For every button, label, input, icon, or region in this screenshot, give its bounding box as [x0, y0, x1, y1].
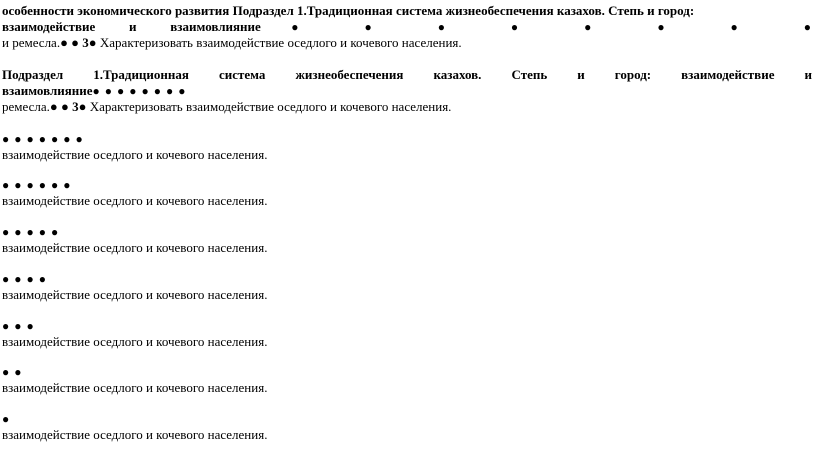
bullet-dots: ● ● ● ● ● ● ● ●	[92, 84, 187, 98]
step-item	[2, 411, 812, 443]
subsection-heading: Подраздел 1.Традиционная система жизнеобеспечения казахов. Степь и город: взаимодействие и	[2, 67, 812, 82]
bullet-dots: ● ● ● ●	[2, 272, 47, 286]
body-text-continued: Характеризовать взаимодействие оседлого и кочевого населения.	[86, 99, 452, 114]
step-item	[2, 131, 812, 163]
body-text: ремесла.	[2, 99, 50, 114]
header-block	[2, 3, 812, 51]
step-text: взаимодействие оседлого и кочевого населения.	[2, 193, 268, 208]
bullet-marks: ● ● 3●	[49, 99, 87, 114]
bullet-dots: ●	[2, 412, 11, 426]
header-line-2	[2, 19, 812, 35]
step-text: взаимодействие оседлого и кочевого населения.	[2, 147, 268, 162]
header-line-3	[2, 35, 812, 51]
subsection-block	[2, 67, 812, 115]
heading-text-line2: взаимодействие и взаимовлияние	[2, 19, 261, 34]
step-text: взаимодействие оседлого и кочевого населения.	[2, 334, 268, 349]
header-line-1	[2, 3, 812, 19]
heading-text-continued: Подраздел 1.Традиционная система жизнеобеспечения казахов. Степь и город:	[229, 3, 695, 18]
step-text: взаимодействие оседлого и кочевого населения.	[2, 240, 268, 255]
step-text: взаимодействие оседлого и кочевого населения.	[2, 380, 268, 395]
step-item	[2, 224, 812, 256]
body-text-continued: Характеризовать взаимодействие оседлого и кочевого населения.	[96, 35, 462, 50]
step-item	[2, 177, 812, 209]
bullet-dots: ● ●	[2, 365, 23, 379]
subsection-line-3	[2, 99, 812, 115]
bullet-dots: ● ● ● ● ● ●	[2, 178, 72, 192]
subsection-line-2	[2, 83, 812, 99]
body-text: и ремесла.	[2, 35, 61, 50]
subsection-heading-line2: взаимовлияние	[2, 83, 93, 98]
heading-text: особенности экономического развития	[2, 3, 230, 18]
bullet-dots: ● ● ●	[2, 319, 35, 333]
step-item	[2, 271, 812, 303]
subsection-line-1	[2, 67, 812, 83]
bullet-dots: ● ● ● ● ● ● ● ●	[260, 20, 813, 34]
step-item	[2, 318, 812, 350]
bullet-dots: ● ● ● ● ●	[2, 225, 60, 239]
step-text: взаимодействие оседлого и кочевого населения.	[2, 427, 268, 442]
step-item	[2, 364, 812, 396]
bullet-marks: ● ● 3●	[60, 35, 97, 50]
bullet-dots: ● ● ● ● ● ● ●	[2, 132, 84, 146]
step-text: взаимодействие оседлого и кочевого населения.	[2, 287, 268, 302]
